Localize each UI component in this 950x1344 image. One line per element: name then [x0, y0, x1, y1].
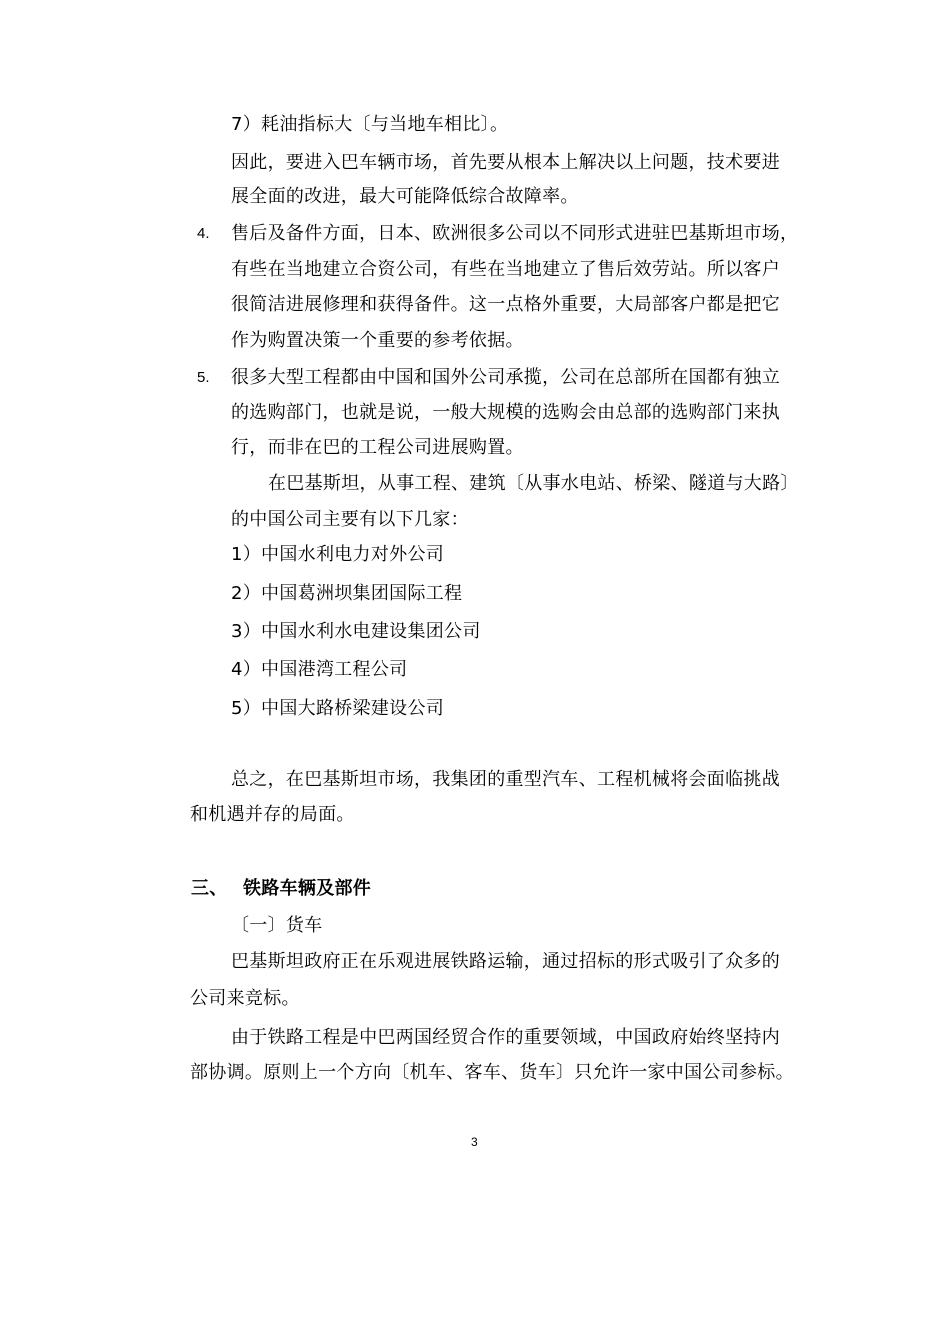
- paragraph-line: 很多大型工程都由中国和国外公司承揽，公司在总部所在国都有独立: [231, 367, 780, 388]
- paragraph-line: 在巴基斯坦，从事工程、建筑〔从事水电站、桥梁、隧道与大路〕: [268, 473, 799, 494]
- paragraph-line: 总之，在巴基斯坦市场，我集团的重型汽车、工程机械将会面临挑战: [231, 769, 780, 790]
- paragraph-line: 由于铁路工程是中巴两国经贸合作的重要领域，中国政府始终坚持内: [231, 1027, 780, 1048]
- paragraph-line: 有些在当地建立合资公司，有些在当地建立了售后效劳站。所以客户: [231, 259, 780, 280]
- section-heading-title: 铁路车辆及部件: [243, 878, 372, 899]
- paragraph-line: 的选购部门，也就是说，一般大规模的选购会由总部的选购部门来执: [231, 402, 780, 423]
- paragraph-line: 展全面的改进，最大可能降低综合故障率。: [231, 186, 579, 207]
- section-number-4: 4.: [197, 225, 210, 242]
- page-number: 3: [471, 1135, 478, 1149]
- section-number-5: 5.: [197, 369, 210, 386]
- sub-heading: 〔一〕货车: [231, 915, 323, 936]
- section-heading-number: 三、: [191, 878, 228, 899]
- list-item: 1）中国水利电力对外公司: [231, 544, 445, 565]
- paragraph-line: 公司来竞标。: [190, 988, 300, 1009]
- paragraph-line: 作为购置决策一个重要的参考依据。: [231, 330, 524, 351]
- paragraph-line: 部协调。原则上一个方向〔机车、客车、货车〕只允许一家中国公司参标。: [190, 1062, 794, 1083]
- list-item: 2）中国葛洲坝集团国际工程: [231, 583, 463, 604]
- list-item-7: 7）耗油指标大〔与当地车相比〕。: [231, 114, 509, 135]
- list-item: 3）中国水利水电建设集团公司: [231, 621, 481, 642]
- paragraph-line: 巴基斯坦政府正在乐观进展铁路运输，通过招标的形式吸引了众多的: [231, 951, 780, 972]
- list-item: 4）中国港湾工程公司: [231, 659, 408, 680]
- paragraph-line: 很简洁进展修理和获得备件。这一点格外重要，大局部客户都是把它: [231, 294, 780, 315]
- list-item: 5）中国大路桥梁建设公司: [231, 698, 445, 719]
- paragraph-line: 的中国公司主要有以下几家：: [231, 509, 469, 530]
- paragraph-line: 因此，要进入巴车辆市场，首先要从根本上解决以上问题，技术要进: [231, 152, 780, 173]
- paragraph-line: 售后及备件方面，日本、欧洲很多公司以不同形式进驻巴基斯坦市场，: [231, 223, 799, 244]
- paragraph-line: 行，而非在巴的工程公司进展购置。: [231, 437, 524, 458]
- paragraph-line: 和机遇并存的局面。: [190, 804, 355, 825]
